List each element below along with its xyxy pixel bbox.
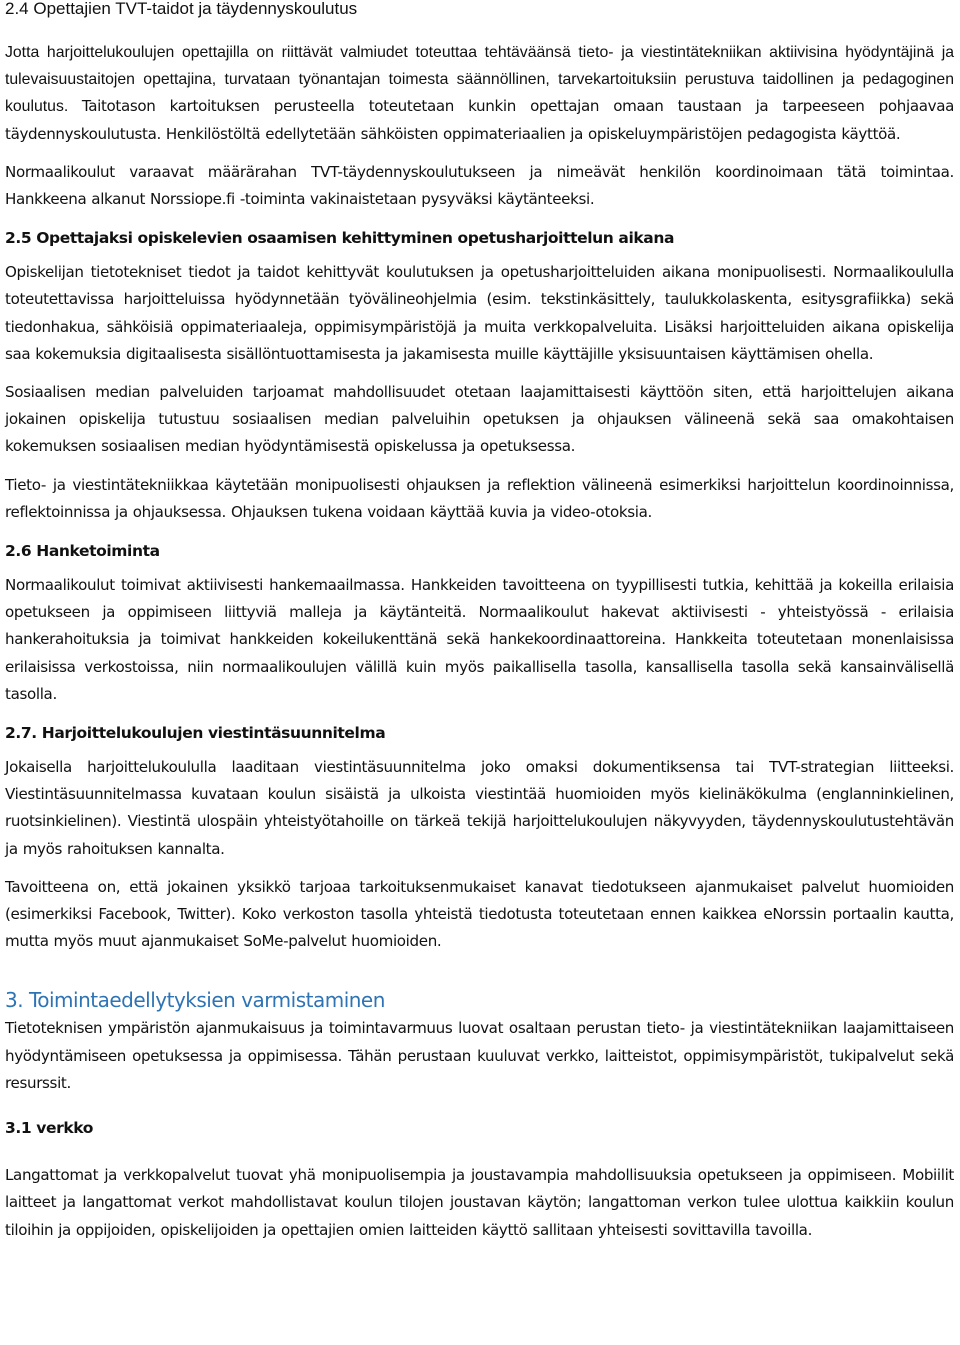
paragraph-2-4-1b-text: Taitotason kartoituksen perusteella toteutetaan kunkin opettajan omaan taustaan ja tarpeeseen pohjaavaa täydennyskoulutusta. Henkilöstöltä edellytetään sähköisten oppimateriaalien ja opiskeluympäristöjen pedagogista käyttöä. bbox=[5, 97, 955, 143]
heading-2-4: 2.4 Opettajien TVT-taidot ja täydennyskoulutus bbox=[5, 0, 358, 18]
paragraph-2-7-2: Tavoitteena on, että jokainen yksikkö tarjoaa tarkoituksenmukaiset kanavat tiedotukseen ajanmukaiset palvelut huomioiden (esimerkiksi Facebook, Twitter). Koko verkoston tasolla yhteistä tiedotusta toteutetaan ennen kaikkea eNorssin portaalin kautta, mutta myös muut ajanmukaiset SoMe-palvelut huomioiden. bbox=[5, 877, 954, 951]
paragraph-2-4-1a-text: Jotta harjoittelukoulujen opettajilla on riittävät valmiudet toteuttaa tehtäväänsä tieto- ja viestintätekniikan aktiivisina hyödyntäjinä ja tulevaisuustaitojen opettajina, turvataan työnantajan toimesta säännöllinen, tarvekartoituksiin perustuva taidollinen ja pedagoginen koulutus. bbox=[5, 44, 954, 116]
paragraph-2-4-2: Normaalikoulut varaavat määrärahan TVT-täydennyskoulutukseen ja nimeävät henkilön koordinoimaan tätä toimintaa. Hankkeena alkanut Norssiope.fi -toiminta vakinaistetaan pysyväksi käytänteeksi. bbox=[5, 162, 954, 209]
paragraph-2-4-1a bbox=[5, 39, 954, 148]
heading-2-7: 2.7. Harjoittelukoulujen viestintäsuunnitelma bbox=[5, 724, 386, 743]
heading-2-5: 2.5 Opettajaksi opiskelevien osaamisen kehittyminen opetusharjoittelun aikana bbox=[5, 229, 675, 248]
paragraph-2-6-1: Normaalikoulut toimivat aktiivisesti hankemaailmassa. Hankkeiden tavoitteena on tyypillisesti tutkia, kehittää ja kokeilla erilaisia opetukseen ja oppimiseen liittyviä malleja ja käytänteitä. Normaalikoulut hakevat aktiivisesti - yhteistyössä - erilaisia hankerahoituksia ja toimivat hankkeiden kokeilukenttänä sekä hankekoordinaattoreina. Hankkeita toteutetaan monenlaisissa erilaisissa verkostoissa, niin normaalikoulujen välillä kuin myös paikallisella tasolla, kansallisella tasolla sekä kansainvälisellä tasolla. bbox=[5, 576, 954, 703]
heading-2-6: 2.6 Hanketoiminta bbox=[5, 542, 160, 561]
paragraph-3-1-1: Langattomat ja verkkopalvelut tuovat yhä monipuolisempia ja joustavampia mahdollisuuksia opetukseen ja oppimiseen. Mobiilit laitteet ja langattomat verkot mahdollistavat koulun tilojen joustavan käytön; langattoman verkon tulee ulottua kaikkiin koulun tiloihin ja oppijoiden, opiskelijoiden ja opettajien omien laitteiden käyttö sallitaan yhteisesti sovittavilla tavoilla. bbox=[5, 1166, 954, 1239]
paragraph-2-5-3: Tieto- ja viestintätekniikkaa käytetään monipuolisesti ohjauksen ja reflektion välineenä esimerkiksi harjoittelun koordinoinnissa, reflektoinnissa ja ohjauksessa. Ohjauksen tukena voidaan käyttää kuvia ja video-otoksia. bbox=[5, 475, 954, 521]
paragraph-3-1: Tietoteknisen ympäristön ajanmukaisuus ja toimintavarmuus luovat osaltaan perustan tieto- ja viestintätekniikan laajamittaiseen hyödyntämiseen opetuksessa ja oppimisessa. Tähän perustaan kuuluvat verkko, laitteistot, oppimisympäristöt, tukipalvelut sekä resurssit. bbox=[5, 1019, 954, 1092]
paragraph-2-7-1: Jokaisella harjoittelukoululla laaditaan viestintäsuunnitelma joko omaksi dokumentiksensa tai TVT-strategian liitteeksi. Viestintäsuunnitelmassa kuvataan koulun sisäistä ja ulkoista viestintää huomioiden myös kielinäkökulma (englanninkielinen, ruotsinkielinen). Viestintä ulospäin yhteistyötahoille on tärkeä tekijä harjoittelukoulujen näkyvyyden, täydennyskoulutustehtävän ja myös rahoituksen kannalta. bbox=[5, 758, 954, 858]
heading-3: 3. Toimintaedellytyksien varmistaminen bbox=[5, 988, 385, 1013]
paragraph-2-5-1: Opiskelijan tietotekniset tiedot ja taidot kehittyvät koulutuksen ja opetusharjoitteluiden aikana monipuolisesti. Normaalikoululla toteutettavissa harjoitteluissa hyödynnetään työvälineohjelmia (esim. tekstinkäsittely, taulukkolaskenta, esitysgrafiikka) sekä tiedonhakua, sähköisiä oppimateriaaleja, oppimisympäristöjä ja muita verkkopalveluita. Lisäksi harjoitteluiden aikana opiskelija saa kokemuksia digitaalisesta sisällöntuottamisesta ja jakamisesta muille käyttäjille yksisuuntaisen käyttämisen ohella. bbox=[5, 263, 954, 363]
heading-3-1: 3.1 verkko bbox=[5, 1119, 93, 1138]
paragraph-2-5-2: Sosiaalisen median palveluiden tarjoamat mahdollisuudet otetaan laajamittaisesti käyttöön siten, että harjoittelujen aikana jokainen opiskelija tutustuu sosiaalisen median palveluihin opetuksen ja ohjauksen välineenä sekä saa omakohtaisen kokemuksen sosiaalisen median hyödyntämisestä opiskelussa ja opetuksessa. bbox=[5, 383, 954, 456]
